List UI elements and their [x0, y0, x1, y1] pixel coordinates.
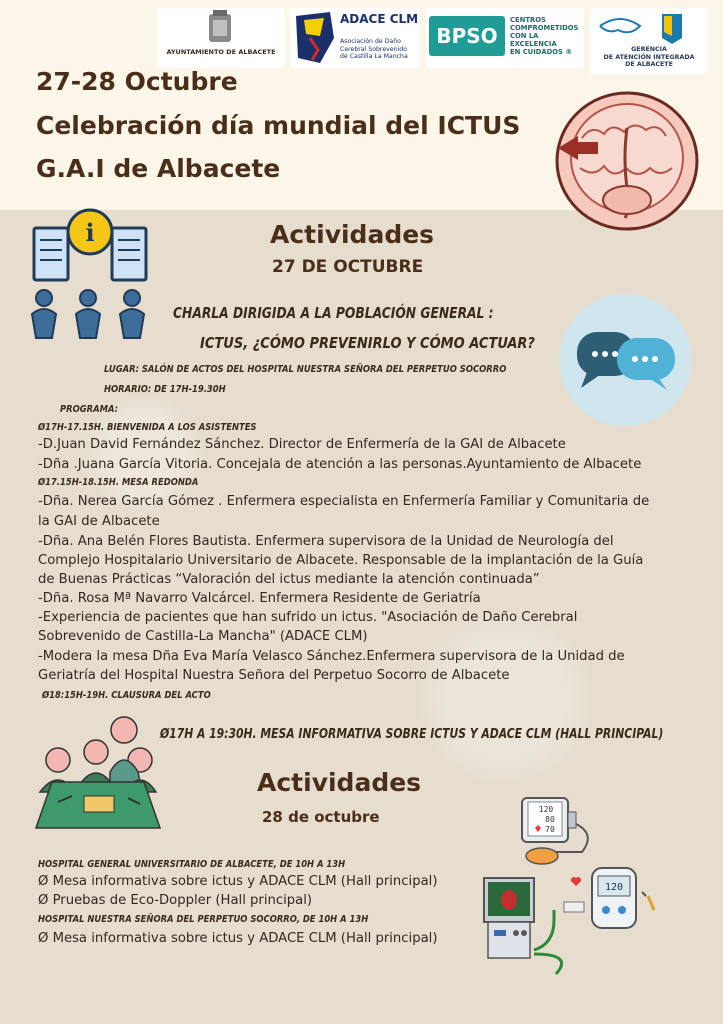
program-slot: Ø17H-17.15H. BIENVENIDA A LOS ASISTENTES [38, 422, 257, 433]
brain-icon [552, 88, 702, 234]
bp-systolic: 120 [538, 805, 554, 814]
chat-bubbles-icon [557, 292, 693, 428]
ayuntamiento-logo [157, 8, 285, 68]
coat-of-arms-icon [157, 8, 285, 68]
adace-desc-line: Cerebral Sobrevenido [340, 45, 407, 53]
gai-logo [590, 8, 708, 74]
talk-title-line1: CHARLA DIRIGIDA A LA POBLACIÓN GENERAL : [173, 304, 494, 322]
program-line: -Dña. Nerea García Gómez . Enfermera especialista en Enfermería Familiar y Comunitaria de [38, 494, 650, 509]
program-line: Complejo Hospitalario Universitario de Albacete. Responsable de la implantación de la Guía [38, 553, 644, 568]
bpso-desc-line: CON LA [510, 32, 539, 40]
activity-item: Ø Mesa informativa sobre ictus y ADACE CLM (Hall principal) [38, 874, 438, 889]
program-line: Geriatría del Hospital Nuestra Señora del Perpetuo Socorro de Albacete [38, 668, 510, 683]
adace-desc-line: Asociación de Daño [340, 38, 401, 45]
gai-desc-line: DE ATENCIÓN INTEGRADA [603, 53, 695, 61]
activity-item: Ø Pruebas de Eco-Doppler (Hall principal) [38, 893, 313, 908]
bpso-desc-line: EN CUIDADOS ® [510, 48, 573, 56]
bpso-desc-line: COMPROMETIDOS [510, 24, 579, 32]
gai-emblem-icon [590, 8, 708, 46]
adace-logo [290, 8, 420, 68]
event-subtitle: G.A.I de Albacete [36, 154, 281, 183]
program-slot: Ø18:15H-19H. CLAUSURA DEL ACTO [42, 690, 211, 701]
adace-map-icon [290, 8, 338, 68]
event-dates: 27-28 Octubre [36, 67, 238, 96]
talk-title-line2: ICTUS, ¿CÓMO PREVENIRLO Y CÓMO ACTUAR? [200, 334, 535, 352]
day2-date: 28 de octubre [262, 808, 380, 826]
program-line: -Dña. Rosa Mª Navarro Valcárcel. Enfermera Residente de Geriatría [38, 591, 481, 606]
info-people-icon [30, 206, 150, 346]
hospital2-title: HOSPITAL NUESTRA SEÑORA DEL PERPETUO SOCORRO, DE 10H A 13H [38, 914, 369, 925]
day2-heading: Actividades [257, 768, 422, 797]
ayuntamiento-label: AYUNTAMIENTO DE ALBACETE [166, 48, 276, 56]
svg-text:i: i [85, 218, 95, 247]
adace-desc [340, 38, 408, 61]
bpso-desc [510, 16, 578, 56]
adace-desc-line: de Castilla La Mancha [340, 53, 408, 60]
program-line: -D.Juan David Fernández Sánchez. Director de Enfermería de la GAI de Albacete [38, 437, 566, 452]
bpso-badge: BPSO [429, 16, 505, 56]
bpso-desc-line: EXCELENCIA [510, 40, 557, 48]
info-table-text: Ø17H A 19:30H. MESA INFORMATIVA SOBRE ICTUS Y ADACE CLM (HALL PRINCIPAL) [160, 726, 664, 742]
bpso-logo [426, 8, 584, 68]
gai-desc [590, 46, 708, 69]
gai-desc-line: DE ALBACETE [625, 61, 673, 68]
bpso-desc-line: CENTROS [510, 16, 546, 24]
schedule-text: HORARIO: DE 17H-19.30H [104, 384, 226, 395]
bp-diastolic: 80 [545, 815, 555, 824]
program-line: -Dña. Ana Belén Flores Bautista. Enfermera supervisora de la Unidad de Neurología del [38, 534, 614, 549]
program-line: -Modera la mesa Dña Eva María Velasco Sánchez.Enfermera supervisora de la Unidad de [38, 649, 625, 664]
program-line: la GAI de Albacete [38, 514, 160, 529]
hospital1-title: HOSPITAL GENERAL UNIVERSITARIO DE ALBACETE, DE 10H A 13H [38, 859, 346, 870]
program-line: -Dña .Juana García Vitoria. Concejala de atención a las personas.Ayuntamiento de Albacete [38, 457, 642, 472]
bp-pulse: 70 [545, 825, 555, 834]
glucose-reading: 120 [604, 882, 624, 893]
adace-name: ADACE CLM [340, 12, 419, 26]
day1-date: 27 DE OCTUBRE [272, 257, 424, 277]
day1-heading: Actividades [270, 220, 435, 249]
place-text: LUGAR: SALÓN DE ACTOS DEL HOSPITAL NUESTRA SEÑORA DEL PERPETUO SOCORRO [104, 364, 507, 375]
program-line: -Experiencia de pacientes que han sufrido un ictus. "Asociación de Daño Cerebral [38, 610, 578, 625]
program-line: Sobrevenido de Castilla-La Mancha" (ADACE CLM) [38, 629, 368, 644]
program-slot: Ø17.15H-18.15H. MESA REDONDA [38, 477, 199, 488]
program-line: de Buenas Prácticas “Valoración del ictus mediante la atención continuada” [38, 572, 540, 587]
program-label: PROGRAMA: [60, 404, 119, 415]
event-title: Celebración día mundial del ICTUS [36, 111, 521, 140]
medical-devices-icon [480, 790, 680, 990]
gai-desc-line: GERENCIA [631, 46, 667, 53]
meeting-table-icon [28, 712, 168, 832]
activity-item: Ø Mesa informativa sobre ictus y ADACE CLM (Hall principal) [38, 931, 438, 946]
